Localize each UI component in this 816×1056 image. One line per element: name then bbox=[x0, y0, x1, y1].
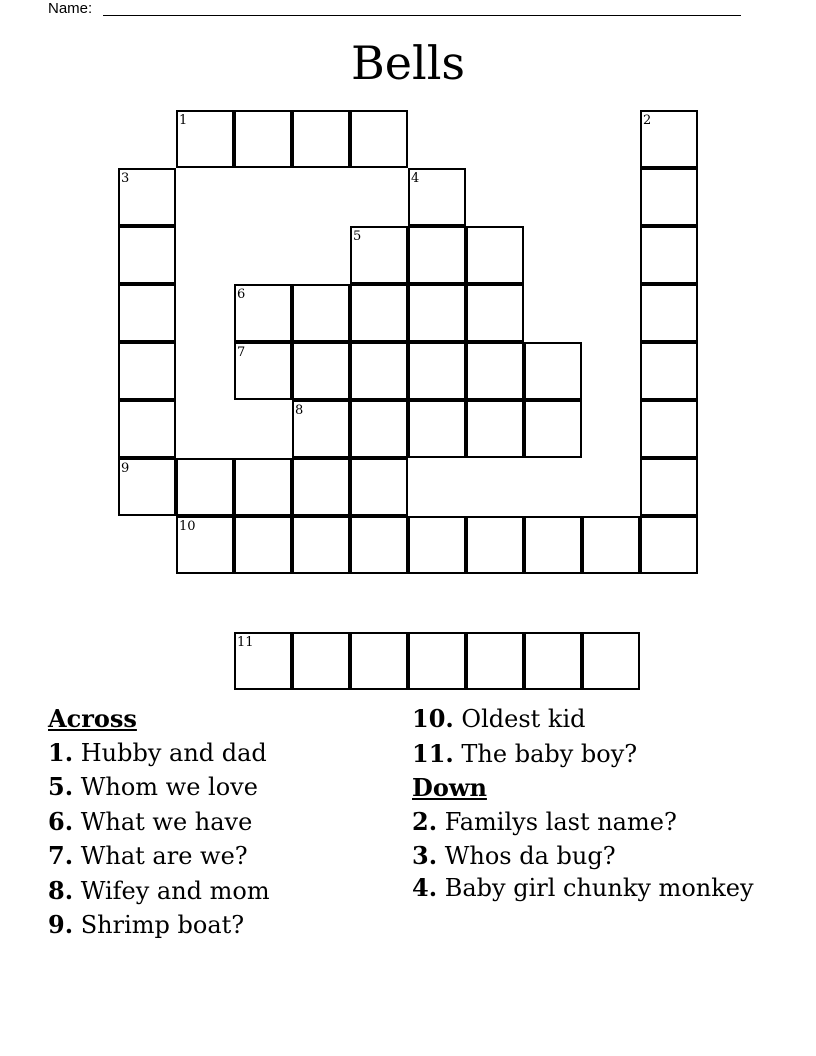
grid-cell[interactable] bbox=[350, 516, 408, 574]
grid-cell[interactable] bbox=[234, 458, 292, 516]
grid-cell[interactable] bbox=[234, 632, 292, 690]
clue-text: Shrimp boat? bbox=[80, 911, 245, 939]
clue-text: Wifey and mom bbox=[80, 876, 270, 905]
grid-cell[interactable] bbox=[524, 342, 582, 400]
grid-cell[interactable] bbox=[118, 400, 176, 458]
grid-cell[interactable] bbox=[466, 516, 524, 574]
grid-cell[interactable] bbox=[640, 284, 698, 342]
grid-cell[interactable] bbox=[408, 168, 466, 226]
grid-cell[interactable] bbox=[118, 342, 176, 400]
grid-cell[interactable] bbox=[640, 168, 698, 226]
grid-cell[interactable] bbox=[234, 110, 292, 168]
clue-number-label: 11 bbox=[237, 635, 254, 650]
grid-cell[interactable] bbox=[640, 110, 698, 168]
down-clue bbox=[412, 839, 772, 874]
clue-number: 8. bbox=[48, 875, 74, 905]
grid-cell[interactable] bbox=[466, 400, 524, 458]
clue-number: 9. bbox=[48, 910, 74, 939]
clue-number-label: 8 bbox=[295, 403, 304, 418]
name-label: Name: bbox=[48, 0, 93, 17]
clue-number-label: 10 bbox=[179, 519, 196, 534]
grid-cell[interactable] bbox=[640, 458, 698, 516]
clue-number: 6. bbox=[48, 806, 74, 836]
grid-cell[interactable] bbox=[176, 458, 234, 516]
grid-cell[interactable] bbox=[292, 400, 350, 458]
grid-cell[interactable] bbox=[292, 110, 350, 168]
grid-cell[interactable] bbox=[408, 342, 466, 400]
grid-cell[interactable] bbox=[408, 632, 466, 690]
grid-cell[interactable] bbox=[408, 284, 466, 342]
clue-number-label: 7 bbox=[237, 345, 246, 360]
grid-cell[interactable] bbox=[640, 516, 698, 574]
across-clue bbox=[48, 908, 388, 943]
clue-text: Oldest kid bbox=[461, 705, 586, 733]
down-clue bbox=[412, 874, 772, 902]
grid-cell[interactable] bbox=[118, 168, 176, 226]
grid-cell[interactable] bbox=[176, 110, 234, 168]
across-clue bbox=[48, 736, 388, 771]
clue-number: 10. bbox=[412, 704, 454, 733]
grid-cell[interactable] bbox=[350, 400, 408, 458]
clue-column-left bbox=[48, 702, 388, 943]
grid-cell[interactable] bbox=[292, 458, 350, 516]
grid-cell[interactable] bbox=[118, 226, 176, 284]
grid-cell[interactable] bbox=[234, 516, 292, 574]
clue-number-label: 4 bbox=[411, 171, 420, 186]
grid-cell[interactable] bbox=[582, 516, 640, 574]
grid-cell[interactable] bbox=[350, 226, 408, 284]
grid-cell[interactable] bbox=[176, 516, 234, 574]
grid-cell[interactable] bbox=[466, 226, 524, 284]
grid-cell[interactable] bbox=[118, 284, 176, 342]
across-heading: Across bbox=[48, 704, 137, 733]
down-clue bbox=[412, 805, 772, 840]
grid-cell[interactable] bbox=[350, 342, 408, 400]
clue-text: Hubby and dad bbox=[80, 738, 267, 767]
grid-cell[interactable] bbox=[350, 458, 408, 516]
across-clue bbox=[48, 874, 388, 909]
grid-cell[interactable] bbox=[466, 342, 524, 400]
clue-column-right bbox=[412, 702, 772, 902]
grid-cell[interactable] bbox=[408, 226, 466, 284]
grid-cell[interactable] bbox=[350, 110, 408, 168]
across-clue bbox=[412, 737, 772, 772]
across-clue bbox=[48, 770, 388, 805]
across-clue bbox=[48, 805, 388, 840]
clue-number: 4. bbox=[412, 872, 438, 902]
grid-cell[interactable] bbox=[350, 284, 408, 342]
grid-cell[interactable] bbox=[118, 458, 176, 516]
grid-cell[interactable] bbox=[640, 226, 698, 284]
across-clue bbox=[48, 839, 388, 874]
clue-text: The baby boy? bbox=[461, 739, 638, 768]
clue-number-label: 2 bbox=[643, 113, 652, 128]
grid-cell[interactable] bbox=[524, 516, 582, 574]
grid-cell[interactable] bbox=[524, 400, 582, 458]
clue-text: What are we? bbox=[80, 842, 248, 870]
clue-text: Familys last name? bbox=[444, 807, 677, 836]
clue-text: What we have bbox=[80, 807, 253, 836]
clue-number-label: 1 bbox=[179, 113, 188, 128]
grid-cell[interactable] bbox=[350, 632, 408, 690]
clue-number: 2. bbox=[412, 806, 438, 836]
clue-number: 5. bbox=[48, 772, 74, 801]
grid-cell[interactable] bbox=[408, 400, 466, 458]
clue-number: 1. bbox=[48, 737, 74, 767]
grid-cell[interactable] bbox=[234, 342, 292, 400]
across-clue bbox=[412, 702, 772, 737]
grid-cell[interactable] bbox=[292, 516, 350, 574]
clue-number-label: 6 bbox=[237, 287, 246, 302]
clue-number: 3. bbox=[412, 841, 438, 870]
clue-number: 7. bbox=[48, 841, 74, 870]
puzzle-title: Bells bbox=[350, 36, 466, 90]
down-heading: Down bbox=[412, 773, 487, 802]
grid-cell[interactable] bbox=[292, 342, 350, 400]
grid-cell[interactable] bbox=[408, 516, 466, 574]
clue-text: Whos da bug? bbox=[444, 842, 616, 870]
clue-number: 11. bbox=[412, 738, 454, 768]
clue-text: Whom we love bbox=[80, 773, 258, 801]
grid-cell[interactable] bbox=[466, 632, 524, 690]
grid-cell[interactable] bbox=[640, 400, 698, 458]
clue-number-label: 3 bbox=[121, 171, 130, 186]
clue-text: Baby girl chunky monkey bbox=[444, 873, 754, 902]
clue-number-label: 5 bbox=[353, 229, 362, 244]
grid-cell[interactable] bbox=[234, 284, 292, 342]
clue-number-label: 9 bbox=[121, 461, 130, 476]
grid-cell[interactable] bbox=[292, 284, 350, 342]
grid-cell[interactable] bbox=[640, 342, 698, 400]
grid-cell[interactable] bbox=[466, 284, 524, 342]
grid-cell[interactable] bbox=[524, 632, 582, 690]
grid-cell[interactable] bbox=[582, 632, 640, 690]
grid-cell[interactable] bbox=[292, 632, 350, 690]
